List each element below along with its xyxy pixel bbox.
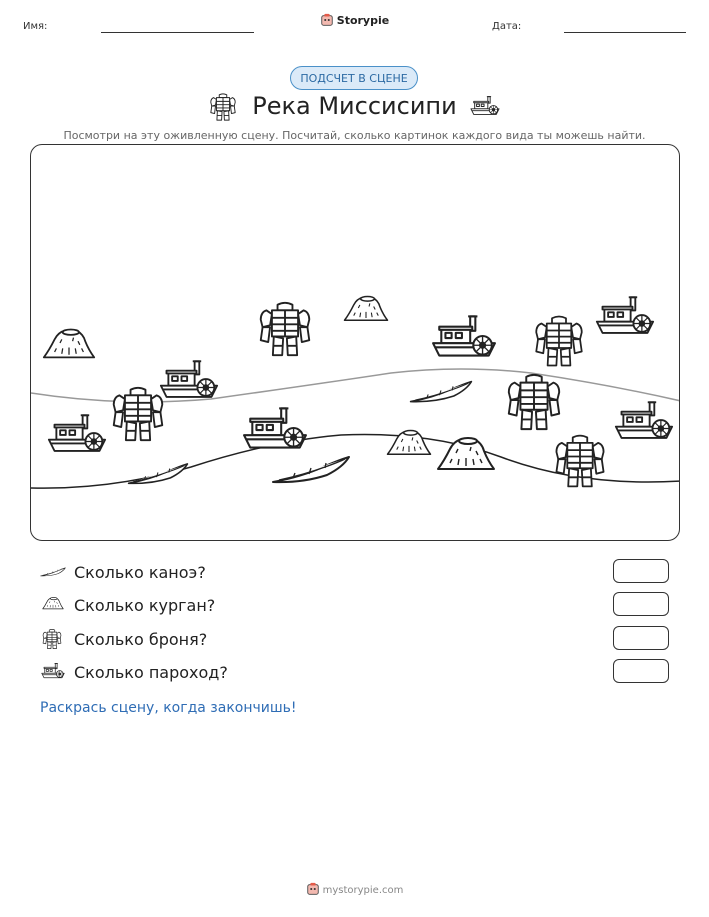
brand-logo	[0, 13, 709, 27]
question-canoe: Сколько каноэ?	[74, 563, 206, 582]
armor-icon	[509, 375, 559, 429]
steamboat-icon	[244, 408, 306, 447]
name-label: Имя:	[23, 21, 48, 32]
mound-icon	[42, 595, 64, 611]
scene-canvas	[31, 145, 680, 541]
steamboat-icon	[41, 662, 65, 680]
storypie-logo-icon	[320, 13, 334, 27]
mound-icon	[345, 297, 388, 321]
answer-box-mound[interactable]	[613, 592, 669, 616]
armor-icon	[536, 317, 582, 366]
counting-scene	[30, 144, 680, 541]
name-line[interactable]	[101, 32, 254, 33]
canoe-icon	[40, 563, 66, 581]
steamboat-icon	[433, 316, 495, 355]
armor-icon	[114, 388, 163, 440]
storypie-logo-icon	[306, 882, 320, 896]
question-mound: Сколько курган?	[74, 596, 216, 615]
answer-box-steamboat[interactable]	[613, 659, 669, 683]
answer-box-armor[interactable]	[613, 626, 669, 650]
date-label: Дата:	[492, 21, 522, 32]
canoe-icon	[411, 382, 472, 402]
footer	[0, 882, 709, 896]
steamboat-icon	[616, 402, 672, 438]
brand-text: Storypie	[336, 14, 390, 27]
mound-icon	[388, 431, 431, 455]
mound-icon	[44, 330, 94, 358]
steamboat-icon	[597, 297, 653, 333]
footer-url[interactable]: mystorypie.com	[322, 885, 404, 896]
question-steamboat: Сколько пароход?	[74, 663, 228, 682]
armor-icon	[261, 303, 310, 355]
page-title: Река Миссисипи	[252, 92, 457, 120]
answer-box-canoe[interactable]	[613, 559, 669, 583]
steamboat-icon	[49, 415, 105, 451]
armor-icon	[41, 628, 63, 650]
coloring-instruction: Раскрась сцену, когда закончишь!	[40, 700, 297, 716]
canoe-icon	[273, 457, 349, 482]
page-subtitle: Посмотри на эту оживленную сцену. Посчитай, сколько картинок каждого вида ты можешь найти.	[63, 129, 646, 142]
steamboat-icon	[470, 94, 500, 118]
steamboat-icon	[161, 361, 217, 397]
mound-icon	[438, 438, 494, 469]
date-line[interactable]	[564, 32, 686, 33]
activity-badge: ПОДСЧЕТ В СЦЕНЕ	[290, 66, 418, 90]
canoe-icon	[129, 464, 188, 483]
question-armor: Сколько броня?	[74, 630, 208, 649]
